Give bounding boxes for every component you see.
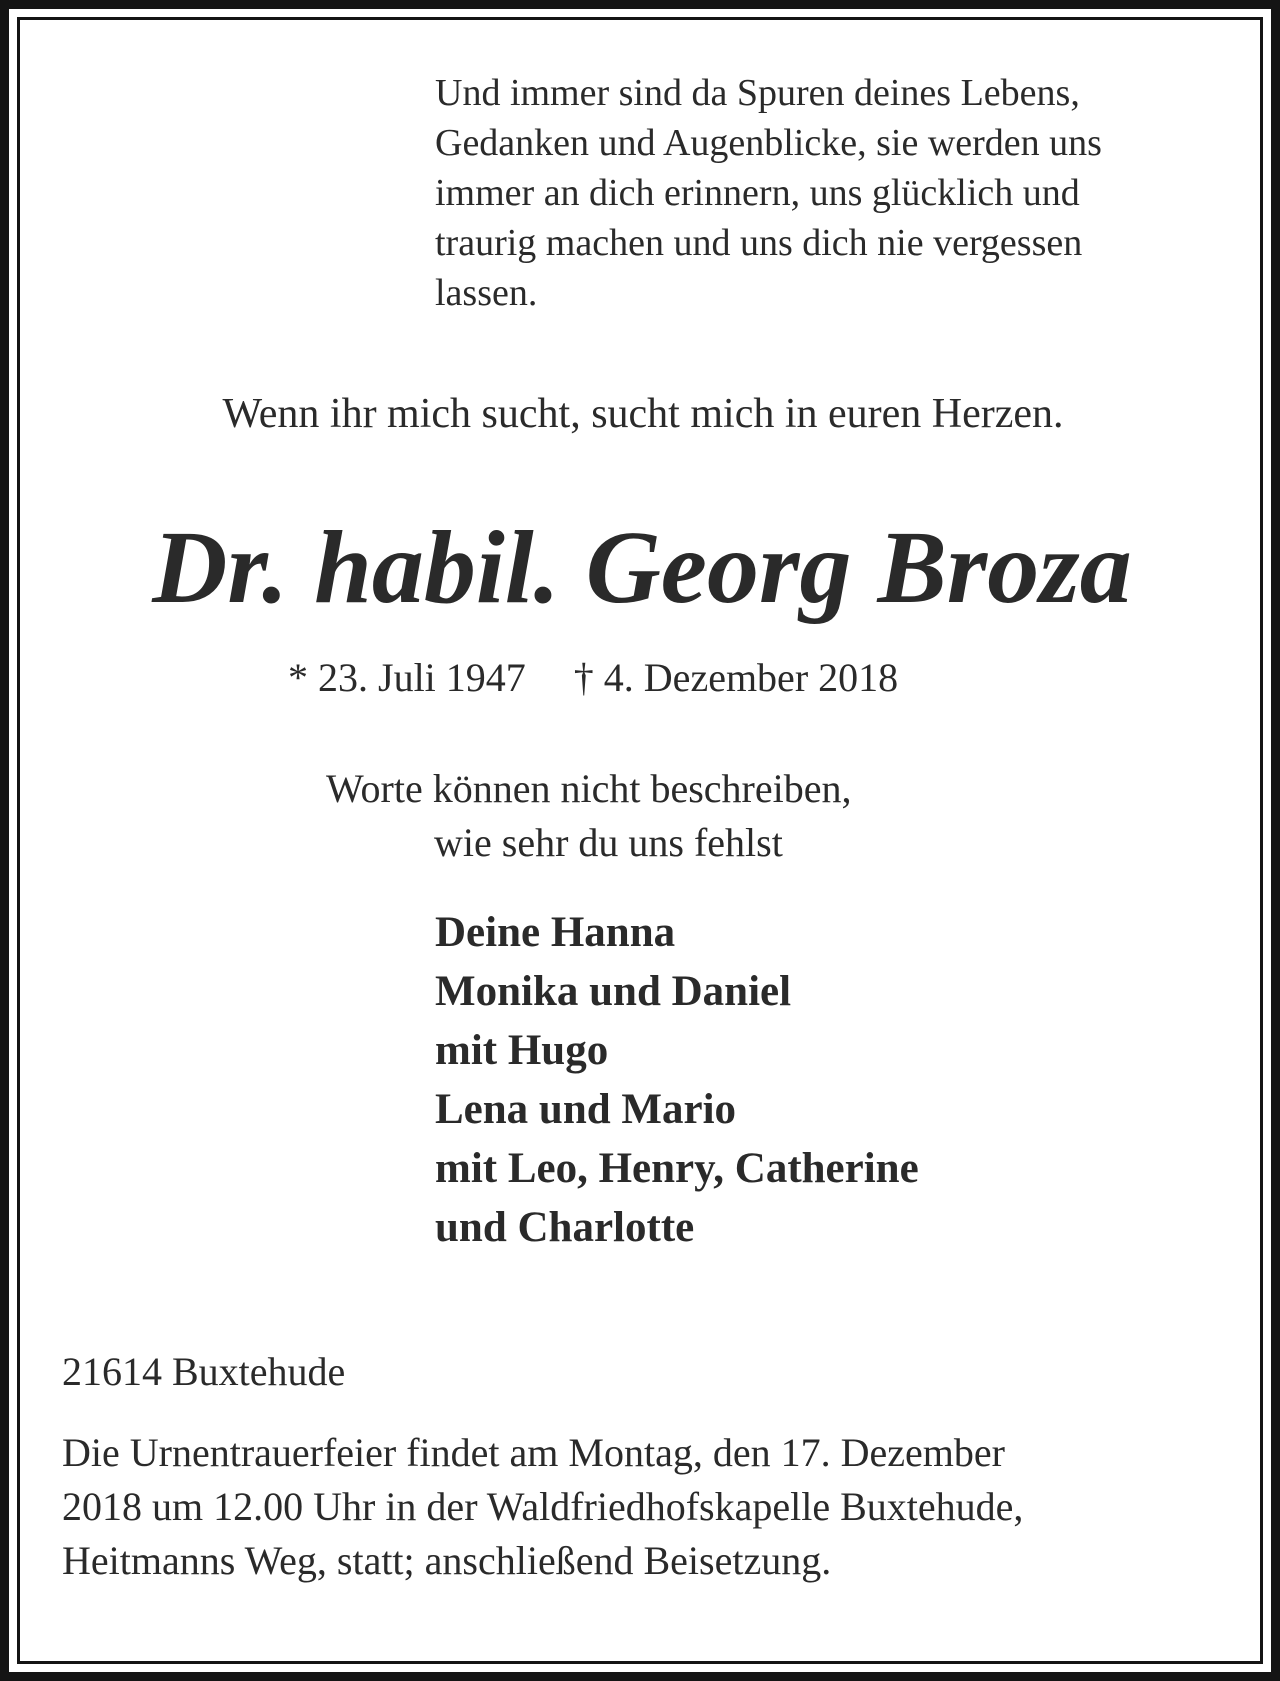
mourner-line: und Charlotte [435,1204,695,1251]
birth-date: * 23. Juli 1947 [288,655,526,700]
deceased-name: Dr. habil. Georg Broza [152,510,1132,625]
life-dates [288,652,898,704]
service-notice [62,1426,1023,1588]
mourner-line: Deine Hanna [435,909,676,956]
poem-block [435,68,1235,318]
poem-line: Und immer sind da Spuren deines Lebens, [435,72,1080,114]
mourner-line: Lena und Mario [435,1086,737,1133]
poem-line: Gedanken und Augenblicke, sie werden uns [435,122,1102,164]
poem-line: immer an dich erinnern, uns glücklich und [435,172,1080,214]
service-line: Die Urnentrauerfeier findet am Montag, den 17. Dezember [62,1430,1005,1475]
mourners-list [435,903,919,1257]
mourner-line: mit Leo, Henry, Catherine [435,1145,919,1192]
farewell-line: wie sehr du uns fehlst [434,820,783,865]
quote-line: Wenn ihr mich sucht, sucht mich in euren Herzen. [222,391,1064,437]
death-date: † 4. Dezember 2018 [573,655,899,700]
place-line: 21614 Buxtehude [62,1349,346,1394]
mourner-line: mit Hugo [435,1027,609,1074]
service-line: Heitmanns Weg, statt; anschließend Beisetzung. [62,1538,832,1583]
farewell-line: Worte können nicht beschreiben, [326,766,852,811]
mourner-line: Monika und Daniel [435,968,792,1015]
farewell-words [326,762,852,870]
poem-line: lassen. [435,272,538,314]
service-line: 2018 um 12.00 Uhr in der Waldfriedhofskapelle Buxtehude, [62,1484,1024,1529]
poem-line: traurig machen und uns dich nie vergessen [435,222,1083,264]
